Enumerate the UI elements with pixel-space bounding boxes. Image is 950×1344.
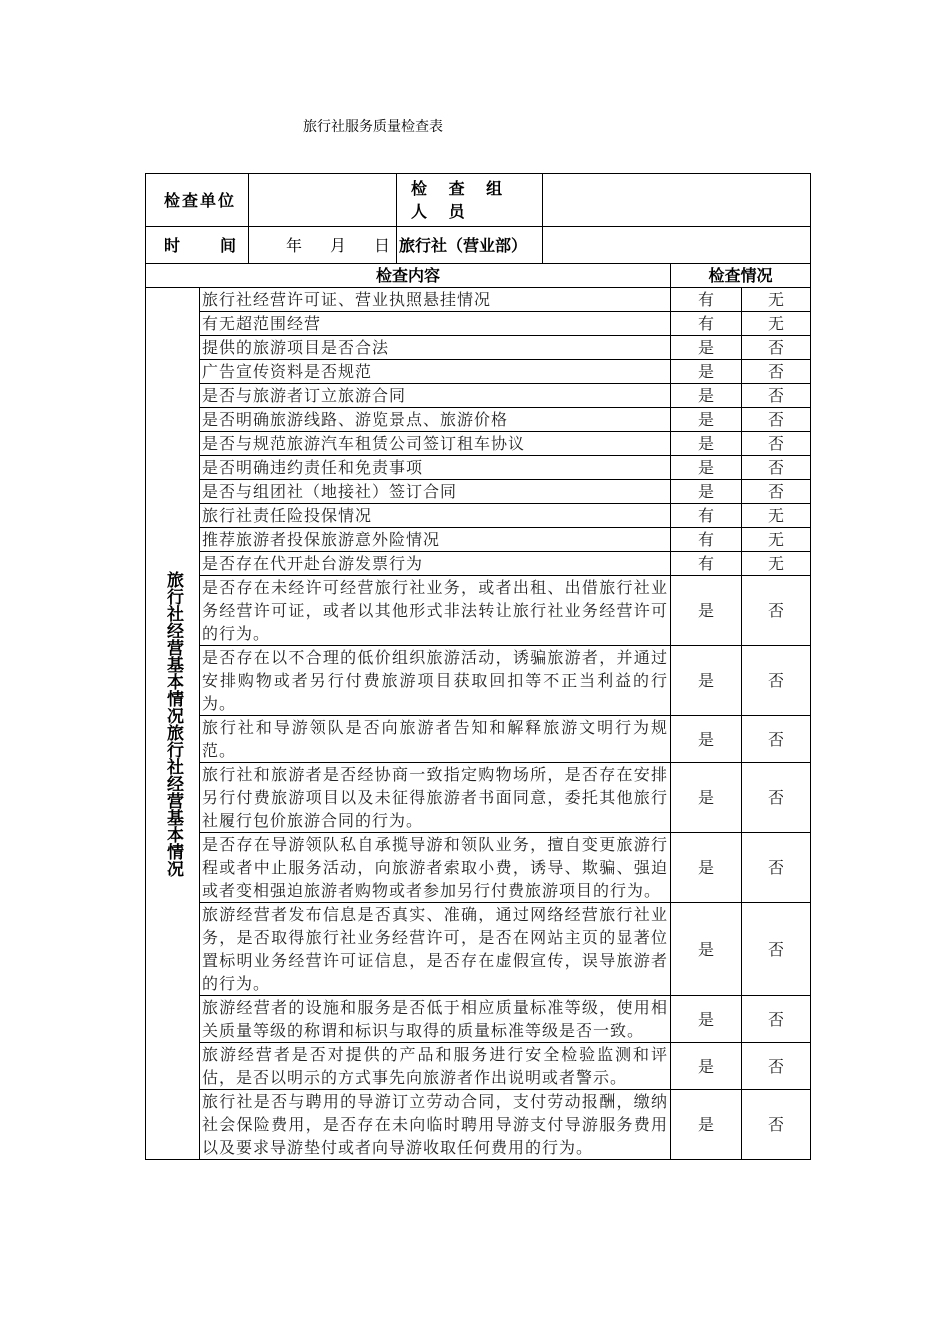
members-label: 检 查 组 人 员 [397, 174, 543, 227]
item-option-no[interactable]: 否 [742, 646, 811, 716]
item-text: 旅行社和旅游者是否经协商一致指定购物场所，是否存在安排另行付费旅游项目以及未征得旅游者书面同意，委托其他旅行社履行包价旅游合同的行为。 [200, 763, 671, 833]
section-side-label: 旅行社经营基本情况旅行社经营基本情况 [163, 570, 183, 877]
item-text: 是否存在未经许可经营旅行社业务，或者出租、出借旅行社业务经营许可证，或者以其他形式非法转让旅行社业务经营许可的行为。 [200, 576, 671, 646]
item-option-no[interactable]: 否 [742, 360, 811, 384]
item-option-yes[interactable]: 是 [671, 384, 742, 408]
item-option-yes[interactable]: 是 [671, 646, 742, 716]
item-option-yes[interactable]: 是 [671, 833, 742, 903]
members-value[interactable] [543, 174, 811, 227]
item-option-no[interactable]: 否 [742, 408, 811, 432]
item-text: 是否与旅游者订立旅游合同 [200, 384, 671, 408]
unit-label: 检查单位 [146, 174, 249, 227]
table-row [146, 576, 811, 646]
item-option-yes[interactable]: 是 [671, 336, 742, 360]
item-text: 是否明确旅游线路、游览景点、旅游价格 [200, 408, 671, 432]
item-text: 广告宣传资料是否规范 [200, 360, 671, 384]
item-option-no[interactable]: 否 [742, 1043, 811, 1090]
item-option-yes[interactable]: 有 [671, 312, 742, 336]
item-option-no[interactable]: 否 [742, 336, 811, 360]
table-row [146, 763, 811, 833]
table-row [146, 408, 811, 432]
table-row [146, 456, 811, 480]
item-option-no[interactable]: 无 [742, 528, 811, 552]
table-row [146, 1090, 811, 1160]
item-option-yes[interactable]: 是 [671, 996, 742, 1043]
item-option-yes[interactable]: 有 [671, 528, 742, 552]
item-option-no[interactable]: 无 [742, 312, 811, 336]
table-row [146, 646, 811, 716]
table-row [146, 432, 811, 456]
table-row [146, 552, 811, 576]
item-text: 旅游经营者是否对提供的产品和服务进行安全检验监测和评估，是否以明示的方式事先向旅游者作出说明或者警示。 [200, 1043, 671, 1090]
item-option-no[interactable]: 否 [742, 996, 811, 1043]
header-row-time [146, 227, 811, 264]
time-label-right: 间 [220, 235, 237, 255]
item-text: 是否存在导游领队私自承揽导游和领队业务，擅自变更旅游行程或者中止服务活动，向旅游者索取小费，诱导、欺骗、强迫或者变相强迫旅游者购物或者参加另行付费旅游项目的行为。 [200, 833, 671, 903]
table-row [146, 288, 811, 312]
item-option-no[interactable]: 无 [742, 288, 811, 312]
item-option-no[interactable]: 否 [742, 833, 811, 903]
status-header: 检查情况 [671, 264, 811, 288]
unit-value[interactable] [249, 174, 397, 227]
table-row [146, 480, 811, 504]
item-option-yes[interactable]: 有 [671, 504, 742, 528]
item-option-yes[interactable]: 是 [671, 456, 742, 480]
item-option-yes[interactable]: 是 [671, 576, 742, 646]
item-option-no[interactable]: 否 [742, 763, 811, 833]
table-row [146, 716, 811, 763]
table-row [146, 336, 811, 360]
item-option-yes[interactable]: 有 [671, 288, 742, 312]
item-text: 旅行社责任险投保情况 [200, 504, 671, 528]
item-option-yes[interactable]: 是 [671, 360, 742, 384]
item-option-no[interactable]: 无 [742, 552, 811, 576]
date-day: 日 [374, 235, 391, 255]
table-row [146, 384, 811, 408]
item-option-no[interactable]: 无 [742, 504, 811, 528]
item-option-no[interactable]: 否 [742, 456, 811, 480]
time-label [146, 227, 249, 264]
item-option-no[interactable]: 否 [742, 716, 811, 763]
document-title: 旅行社服务质量检查表 [303, 119, 443, 135]
item-text: 是否明确违约责任和免责事项 [200, 456, 671, 480]
inspection-table [145, 173, 811, 1160]
item-option-yes[interactable]: 是 [671, 408, 742, 432]
date-value[interactable] [249, 227, 397, 264]
agency-value[interactable] [543, 227, 811, 264]
item-option-yes[interactable]: 是 [671, 1043, 742, 1090]
item-text: 是否与规范旅游汽车租赁公司签订租车协议 [200, 432, 671, 456]
item-text: 有无超范围经营 [200, 312, 671, 336]
table-row [146, 528, 811, 552]
item-text: 旅游经营者的设施和服务是否低于相应质量标准等级，使用相关质量等级的称谓和标识与取得的质量标准等级是否一致。 [200, 996, 671, 1043]
section-header-row [146, 264, 811, 288]
item-text: 旅行社经营许可证、营业执照悬挂情况 [200, 288, 671, 312]
item-text: 旅游经营者发布信息是否真实、准确，通过网络经营旅行社业务，是否取得旅行社业务经营许可，是否在网站主页的显著位置标明业务经营许可证信息，是否存在虚假宣传，误导旅游者的行为。 [200, 903, 671, 996]
item-option-yes[interactable]: 有 [671, 552, 742, 576]
header-row-unit [146, 174, 811, 227]
table-row [146, 312, 811, 336]
date-month: 月 [329, 235, 346, 255]
table-row [146, 903, 811, 996]
item-text: 旅行社是否与聘用的导游订立劳动合同，支付劳动报酬，缴纳社会保险费用，是否存在未向临时聘用导游支付导游服务费用以及要求导游垫付或者向导游收取任何费用的行为。 [200, 1090, 671, 1160]
item-option-no[interactable]: 否 [742, 576, 811, 646]
item-text: 是否存在代开赴台游发票行为 [200, 552, 671, 576]
item-option-yes[interactable]: 是 [671, 432, 742, 456]
time-label-left: 时 [164, 235, 181, 255]
item-option-no[interactable]: 否 [742, 384, 811, 408]
item-option-no[interactable]: 否 [742, 480, 811, 504]
table-row [146, 504, 811, 528]
item-text: 是否与组团社（地接社）签订合同 [200, 480, 671, 504]
section-side-cell [146, 288, 200, 1160]
item-option-yes[interactable]: 是 [671, 716, 742, 763]
agency-label: 旅行社（营业部） [397, 227, 543, 264]
item-option-no[interactable]: 否 [742, 1090, 811, 1160]
table-row [146, 996, 811, 1043]
item-option-yes[interactable]: 是 [671, 763, 742, 833]
item-option-no[interactable]: 否 [742, 903, 811, 996]
table-row [146, 360, 811, 384]
item-text: 推荐旅游者投保旅游意外险情况 [200, 528, 671, 552]
date-year: 年 [285, 235, 302, 255]
item-option-yes[interactable]: 是 [671, 1090, 742, 1160]
table-row [146, 1043, 811, 1090]
item-option-no[interactable]: 否 [742, 432, 811, 456]
item-text: 是否存在以不合理的低价组织旅游活动，诱骗旅游者，并通过安排购物或者另行付费旅游项目获取回扣等不正当利益的行为。 [200, 646, 671, 716]
table-row [146, 833, 811, 903]
item-text: 旅行社和导游领队是否向旅游者告知和解释旅游文明行为规范。 [200, 716, 671, 763]
items-body [146, 288, 811, 1160]
item-text: 提供的旅游项目是否合法 [200, 336, 671, 360]
item-option-yes[interactable]: 是 [671, 903, 742, 996]
content-header: 检查内容 [146, 264, 671, 288]
item-option-yes[interactable]: 是 [671, 480, 742, 504]
